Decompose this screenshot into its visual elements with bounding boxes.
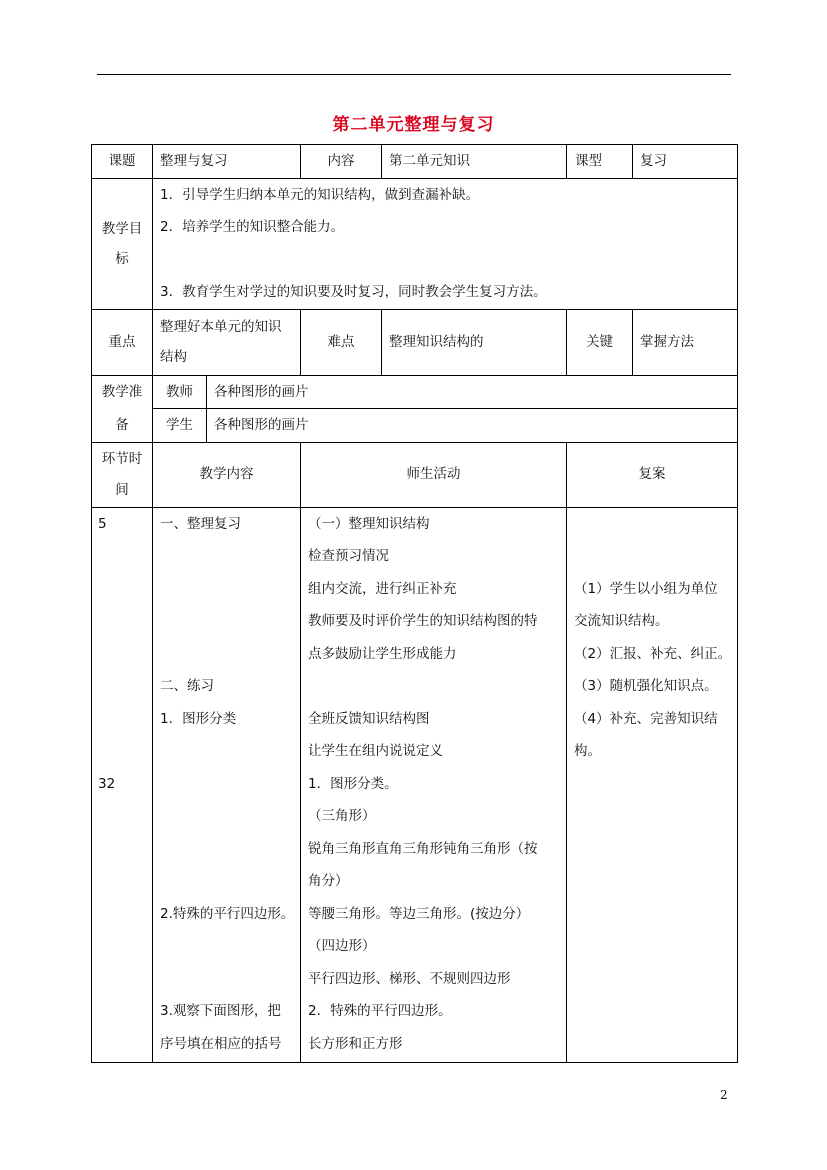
row-body	[92, 507, 738, 1062]
label-kexing: 课型	[567, 145, 633, 179]
label-objectives: 教学目标	[92, 178, 153, 309]
value-teacher: 各种图形的画片	[207, 375, 738, 409]
label-prep: 教学准备	[92, 375, 153, 442]
value-zhongdian: 整理好本单元的知识结构	[153, 309, 301, 375]
value-student: 各种图形的画片	[207, 409, 738, 443]
document-title: 第二单元整理与复习	[332, 115, 495, 135]
value-neirong: 第二单元知识	[382, 145, 567, 179]
body-time: 5 32	[92, 507, 153, 1062]
label-keti: 课题	[92, 145, 153, 179]
label-guanjian: 关键	[567, 309, 633, 375]
objectives-list	[153, 178, 738, 309]
body-activity: （一）整理知识结构 检查预习情况 组内交流，进行纠正补充 教师要及时评价学生的知识结构图的特 点多鼓励让学生形成能力 全班反馈知识结构图 让学生在组内说说定义 1．图形分类。 （三角形） 锐角三角形直角三角形钝角三角形（按 角分） 等腰三角形。等边三角形。(按边分） （四边形） 平行四边形、梯形、不规则四边形 2．特殊的平行四边形。 长方形和正方形	[301, 507, 567, 1062]
value-kexing: 复习	[633, 145, 738, 179]
row-prep-student	[92, 409, 738, 443]
lesson-plan-table	[91, 144, 738, 1063]
row-course-info	[92, 145, 738, 179]
label-neirong: 内容	[301, 145, 382, 179]
objective-item: 3．教育学生对学过的知识要及时复习，同时教会学生复习方法。	[160, 284, 547, 300]
label-teacher: 教师	[153, 375, 207, 409]
row-focus	[92, 309, 738, 375]
value-nandian: 整理知识结构的	[382, 309, 567, 375]
objective-item: 2．培养学生的知识整合能力。	[160, 219, 345, 235]
body-content: 一、整理复习 二、练习 1．图形分类 2.特殊的平行四边形。 3.观察下面图形，把 序号填在相应的括号	[153, 507, 301, 1062]
row-headers	[92, 442, 738, 507]
body-review: （1）学生以小组为单位 交流知识结构。 （2）汇报、补充、纠正。 （3）随机强化知识点。 （4）补充、完善知识结 构。	[567, 507, 738, 1062]
objective-item: 1．引导学生归纳本单元的知识结构，做到查漏补缺。	[160, 186, 480, 203]
label-nandian: 难点	[301, 309, 382, 375]
label-student: 学生	[153, 409, 207, 443]
value-keti: 整理与复习	[153, 145, 301, 179]
header-activity: 师生活动	[301, 442, 567, 507]
objective-item	[160, 244, 730, 277]
row-objectives	[92, 178, 738, 309]
header-time: 环节时间	[92, 442, 153, 507]
page-number: 2	[720, 1088, 728, 1102]
row-prep-teacher	[92, 375, 738, 409]
header-review: 复案	[567, 442, 738, 507]
label-zhongdian: 重点	[92, 309, 153, 375]
header-rule	[97, 74, 731, 75]
header-content: 教学内容	[153, 442, 301, 507]
value-guanjian: 掌握方法	[633, 309, 738, 375]
